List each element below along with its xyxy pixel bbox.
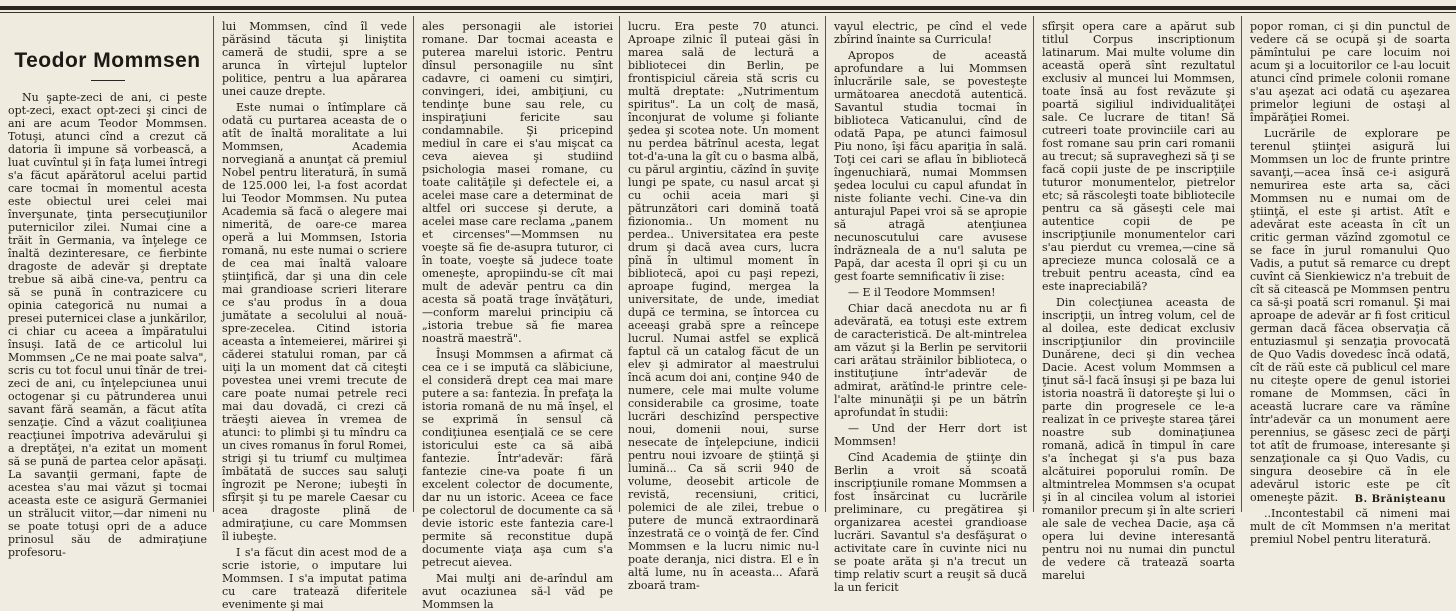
paragraph: lui Mommsen, cînd îl vede părăsind tăcuta şi liniştita cameră de studii, spre a se arunca în vîrtejul luptelor politice, pentru a lua apărarea unei cauze drepte. [222,20,407,98]
paragraph: I s'a făcut din acest mod de a scrie istorie, o imputare lui Mommsen. I s'a imputat patima cu care tratează diferitele evenimente şi mai [222,546,407,611]
paragraph: Lucrările de explorare pe terenul ştiinţei asigură lui Mommsen un loc de frunte printre savanţi,—acea însă ce-i asigură nemurirea este arta sa, căci Mommsen nu e numai om de ştiinţă, el este şi artist. Atît e adevărat este aceasta în cît un critic german văzînd zgomotul ce se face în jurul romanului Quo Vadis, a putut să remarce cu drept cuvînt că Sienkiewicz n'a trebuit de cît să citească pe Mommsen pentru ca să-şi poată scri romanul. Şi mai aproape de adevăr ar fi fost criticul german dacă făcea observaţia că entuziasmul şi senzaţia provocată de Quo Vadis dovedesc încă odată, cît de răŭ este că publicul cel mare nu citeşte opere de genul istoriei romane de Mommsen, căci în această lucrare care va rămîne într'adevăr ca un monument aere perennius, se găsesc zeci de părţi tot atît de frumoase, interesante şi senzaţionale ca şi Quo Vadis, cu singura deosebire că în ele adevărul istoric este pe cît omeneşte păzit. [1250,127,1450,504]
article-columns [0,16,1456,611]
paragraph: popor roman, ci şi din punctul de vedere că se ocupă şi de soarta pămîntului pe care locuim noi acum şi a locuitorilor ce l-au locuit atunci cînd primele colonii romane s'au aşezat aci odată cu aşezarea primelor legiuni de ostaşi al împărăţiei Romei. [1250,20,1450,124]
paragraph: ales personagii ale istoriei romane. Dar tocmai aceasta e puterea marelui istoric. Pentru dînsul personagiile nu sînt cadavre, ci oameni cu simţiri, convingeri, idei, ambiţiuni, cu tendinţe bune sau rele, cu inspiraţiuni fericite sau condamnabile. Şi pricepind mediul în care ei s'au mişcat ca ceva aievea şi studiind psichologia masei romane, cu toate calităţile şi defectele ei, a acelei mase care a determinat de altfel ori succese şi derute, a acelei mase care reclama „panem et circenses"—Mommsen nu voeşte să fie de-asupra tuturor, ci în toate, voeşte să judece toate omeneşte, apropiindu-se cît mai mult de adevăr pentru ca din acesta să poată trage învăţături,—conform marelui principiu că „istoria trebue să fie marea noastră maestră". [422,20,613,345]
paragraph: vayul electric, pe cînd el vede zbîrind înainte sa Curricula! [834,20,1027,46]
column-3 [414,16,620,611]
title-underline [91,80,125,81]
paragraph: — Und der Herr dort ist Mommsen! [834,422,1027,448]
paragraph: Este numai o întîmplare că odată cu purtarea aceasta de o atît de înaltă moralitate a lui Mommsen, Academia norvegiană a anunţat că premiul Nobel pentru literatură, în sumă de 125.000 lei, l-a fost acordat lui Teodor Mommsen. Nu putea Academia să facă o alegere mai nimerită, de oare-ce marea operă a lui Mommsen, Istoria romană, nu este numai o scriere de cea mai înaltă valoare ştiinţifică, dar şi una din cele mai grandioase scrieri literare ce s'au produs în a doua jumătate a secolului al nouă-spre-zecelea. Citind istoria aceasta a întemeierei, mărirei şi căderei statului roman, par că uiţi la un moment dat că citeşti povestea unei vremi trecute de care poate numai petrele reci mai dau dovadă, ci crezi că trăeşti aievea în vremea de atunci: to plimbi şi tu mîndru ca un cives romanus în forul Romei, strigi şi tu triumf cu mulţimea îmbătată de succes sau saluţi îngrozit pe Nerone; iubeşti în sfîrşit şi tu pe marele Caesar cu acea dragoste plină de admiraţiune, cu care Mommsen îl iubeşte. [222,101,407,543]
paragraph: Însuşi Mommsen a afirmat că cea ce i se impută ca slăbiciune, el consideră drept cea mai mare putere a sa: fantezia. În prefaţa la istoria romană de nu mă înşel, el se exprimă în sensul că condiţiunea esenţială ce se cere istoricului este ca să aibă fantezie. Într'adevăr: fără fantezie cine-va poate fi un excelent colector de documente, dar nu un istoric. Aceea ce face pe colectorul de documente ca să devie istoric este fantezia care-l permite să reconstitue după documente viaţa aşa cum s'a petrecut aievea. [422,348,613,569]
paragraph: Nu şapte-zeci de ani, ci peste opt-zeci, exact opt-zeci şi cinci de ani are acum Teodor Mommsen. Totuşi, atunci cînd a crezut că datoria îi impune să vorbească, a luat cuvîntul şi în faţa lumei întregi s'a făcut apărătorul acelui partid care tocmai în momentul acesta este obiectul urei celei mai înverşunate, ţinta persecuţiunilor puternicilor zilei. Numai cine a trăit în Germania, va înţelege ce înaltă dezinteresare, ce fierbinte dragoste de adevăr şi dreptate trebue să aibă cine-va, pentru ca să se pună în contrazicere cu opinia categorică nu numai a presei puternicei clase a junkărilor, ci chiar cu aceea a împăratului însuşi. Iată de ce articolul lui Mommsen „Ce ne mai poate salva", scris cu tot focul unui tînăr de trei-zeci de ani, cu înţelepciunea unui octogenar şi cu pătrunderea unui savant fără seamăn, a făcut atîta senzaţie. Cînd a văzut coaliţiunea reacţiunei împotriva adevărului şi a dreptăţei, n'a ezitat un moment să se pună de partea celor apăsaţi. La savanţii germani, fapte de acestea s'au mai văzut şi tocmai aceasta este ce asigură Germaniei un strălucit viitor,—dar nimeni nu se poate totuşi opri de a aduce prinosul său de admiraţiune profesoru- [8,91,207,559]
column-6 [1034,16,1242,582]
column-5 [826,16,1034,594]
paragraph: Apropos de aceastǎ aprofundare a lui Mommsen înlucrările sale, se povesteşte următoarea anecdotă autentică. Savantul studia tocmai în biblioteca Vaticanului, cînd de odată Papa, pe atunci faimosul Piu nono, îşi făcu apariţia în sală. Toţi cei cari se aflau în bibliotecă îngenuchiară, numai Mommsen şedea locului cu capul afundat în niste foliante vechi. Cine-va din anturajul Papei vroi să se apropie să atragă atenţiunea necunoscutului care avusese îndrăzneala de a nu'l saluta pe Papă, dar acesta îl opri şi cu un gest foarte semnificativ îi zise: [834,49,1027,283]
paragraph: Chiar dacă anecdota nu ar fi adevărată, ea totuşi este extrem de caracteristică. De alt-mintrelea am văzut şi la Berlin pe servitorii cari arătau străinilor biblioteca, o instituţiune într'adevăr de admirat, arătînd-le printre cele-l'alte minunăţii şi pe un bătrîn aprofundat în studii: [834,302,1027,419]
article-title: Teodor Mommsen [14,49,201,72]
paragraph: Cînd Academia de ştiinţe din Berlin a vroit să scoată inscripţiunile romane Mommsen a fost însărcinat cu lucrările preliminare, cu pregătirea şi organizarea acestei grandioase lucrări. Savantul s'a desfăşurat o activitate care în cuvinte nici nu se poate arăta şi n'a trecut un timp relativ scurt a reuşit să ducă la un fericit [834,451,1027,594]
paragraph: Mai mulţi ani de-arîndul am avut ocaziunea să-l văd pe Mommsen la [422,572,613,611]
column-2 [214,16,414,611]
column-1 [0,16,214,559]
column-4 [620,16,826,592]
paragraph: Din colecţiunea aceasta de inscripţii, un întreg volum, cel de al doilea, este dedicat exclusiv inscripţiunilor din provinciile Dunărene, deci şi din vechea Dacie. Acest volum Mommsen a ţinut să-l facă însuşi şi pe baza lui istoria noastră îi datoreşte şi lui o parte din progresele ce le-a realizat în ce priveşte starea ţărei noastre sub dominaţiunea romană, adică în timpul în care s'a închegat şi s'a pus baza alcătuirei poporului romîn. De altmintrelea Mommsen s'a ocupat şi în al cincilea volum al istoriei romanilor precum şi în alte scrieri ale sale de vechea Dacie, aşa că opera lui devine interesantă pentru noi nu numai din punctul de vedere că tratează soarta marelui [1042,296,1235,582]
author-signature: B. Brănişteanu [1354,494,1446,505]
paragraph: ..Incontestabil că nimeni mai mult de cît Mommsen n'a meritat premiul Nobel pentru literatură. [1250,507,1450,546]
paragraph: sfîrşit opera care a apărut sub titlul Corpus inscriptionum latinarum. Mai multe volume din această operă sînt rezultatul exclusiv al muncei lui Mommsen, toate însă au fost revăzute şi poartă sigiliul individualităţei sale. Ce lucrare de titan! Să cutreeri toate provinciile cari au fost romane sau prin cari romanii au trecut; să supraveghezi să ţi se facă copii juste de pe inscripţiile tuturor monumentelor, pietrelor etc; să răscoleşti toate bibliotecile pentru ca să găseşti cele mai autentice copii de pe inscripţiunile monumentelor cari s'au pierdut cu vremea,—cine să aprecieze munca colosală ce a trebuit pentru aceasta, cînd ea este inapreciabilă? [1042,20,1235,293]
paragraph: — E il Teodore Mommsen! [848,286,996,299]
top-rule [0,6,1456,10]
paragraph: lucru. Era peste 70 atunci. Aproape zilnic îl puteai găsi în marea sală de lectură a bibliotecei din Berlin, pe frontispiciul căreia stă scris cu multă dreptate: „Nutrimentum spiritus". La un colţ de masă, înconjurat de volume şi foliante şedea şi scotea note. Un moment nu perdea bătrînul acesta, legat tot-d'a-una la gît cu o basma albă, cu părul argintiu, căzînd în şuviţe lungi pe spate, cu nasul arcat şi cu ochii aceia mari şi pătrunzători cari domină toată fizionomia.. Un moment nu perdea.. Universitatea era peste drum şi dacă avea curs, lucra pînă în ultimul moment în bibliotecă, apoi cu paşi repezi, aproape fugind, mergea la universitate, de unde, imediat după ce termina, se întorcea cu aceeaşi grabă spre a reîncepe lucrul. Numai astfel se explică faptul că un catalog făcut de un elev şi admirator al maestrului încă acum doi ani, conţine 940 de numere, cele mai multe volume considerabile ca grosime, toate lucrări deschizînd perspective noui, domenii noui, surse nesecate de înţelepciune, indicii pentru noui izvoare de ştiinţă şi lumină... Ca să scrii 940 de volume, deosebit articole de revistă, recensiuni, critici, polemici de ale zilei, trebue o putere de muncă extraordinară înzestrată ce o voinţă de fer. Cînd Mommsen e la lucru nimic nu-l poate deranja, nici distra. El e în altă lume, nu în aceasta... Afară zboară tram- [628,20,819,592]
top-thin-rule [0,12,1456,13]
column-7 [1242,16,1456,546]
